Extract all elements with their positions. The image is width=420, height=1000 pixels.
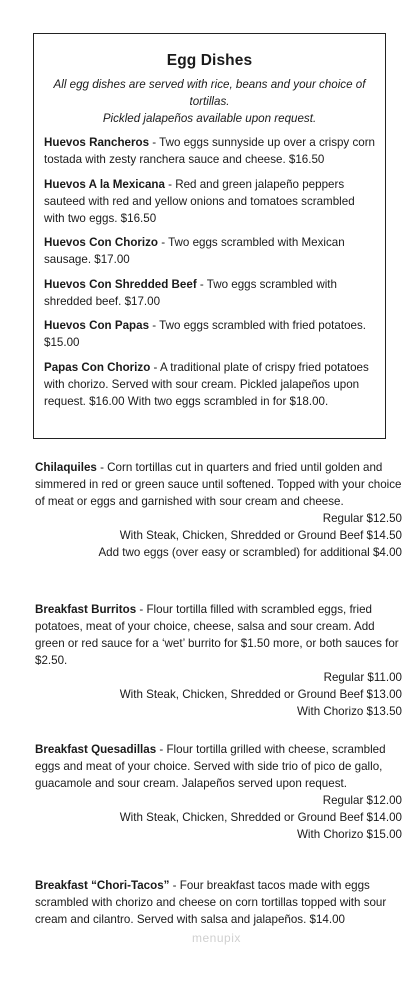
item-description: - Two eggs scrambled with Mexican sausage. $17.00	[44, 236, 345, 266]
price-line: With Chorizo $13.50	[296, 705, 402, 718]
item-description: - Four breakfast tacos made with eggs scrambled with chorizo and cheese on corn tortillas topped with sour cream and cilantro. Served with salsa and jalapeños. $14.00	[35, 879, 387, 926]
item-name: Breakfast Quesadillas	[35, 743, 157, 756]
egg-dishes-note-line1: All egg dishes are served with rice, beans and your choice of tortillas.	[53, 78, 366, 108]
price-line: Add two eggs (over easy or scrambled) for additional $4.00	[98, 546, 402, 559]
menu-item-huevos-con-shredded-beef	[44, 276, 375, 310]
item-name: Huevos A la Mexicana	[44, 177, 165, 191]
menu-item-huevos-con-chorizo	[44, 234, 375, 268]
menu-item-chilaquiles	[35, 459, 402, 561]
egg-dishes-title: Egg Dishes	[166, 52, 253, 69]
item-name: Huevos Rancheros	[44, 136, 150, 149]
egg-dishes-note-line2: Pickled jalapeños available upon request.	[102, 112, 317, 125]
item-description: - Two eggs scrambled with fried potatoes. $15.00	[44, 319, 366, 349]
price-line: With Chorizo $15.00	[296, 828, 402, 841]
price-list	[35, 792, 402, 843]
item-description: - Red and green jalapeño peppers sauteed with red and yellow onions and tomatoes scrambled with two eggs. $16.50	[44, 177, 355, 225]
item-name: Papas Con Chorizo	[44, 360, 151, 374]
price-line: With Steak, Chicken, Shredded or Ground Beef $14.50	[119, 529, 402, 542]
menu-item-breakfast-burritos	[35, 601, 402, 720]
menu-item-huevos-rancheros	[44, 134, 375, 168]
item-description: - Two eggs scrambled with shredded beef. $17.00	[44, 277, 337, 308]
item-description: - Flour tortilla filled with scrambled eggs, fried potatoes, meat of your choice, cheese, salsa and sour cream. Add green or red sauce for a ‘wet’ burrito for $1.50 more, or both sauces for $2.50.	[35, 603, 399, 667]
menu-item-breakfast-quesadillas	[35, 741, 402, 843]
item-description: - Corn tortillas cut in quarters and fried until golden and simmered in red or green sauce until softened. Topped with your choice of meat or eggs and garnished with sour cream and cheese.	[35, 461, 402, 508]
item-description: - Two eggs sunnyside up over a crispy corn tostada with zesty ranchera sauce and cheese. $16.50	[44, 136, 376, 166]
price-line: Regular $12.50	[322, 512, 402, 525]
menu-item-breakfast-chori-tacos	[35, 877, 402, 928]
item-name: Huevos Con Papas	[44, 319, 150, 332]
item-name: Huevos Con Shredded Beef	[44, 277, 197, 291]
menu-item-huevos-a-la-mexicana	[44, 176, 375, 227]
watermark: menupix	[192, 931, 241, 945]
price-line: Regular $11.00	[323, 671, 402, 684]
egg-dishes-box	[33, 33, 386, 439]
menu-item-huevos-con-papas	[44, 317, 375, 351]
item-name: Breakfast Burritos	[35, 603, 137, 616]
item-name: Huevos Con Chorizo	[44, 236, 159, 249]
price-line: With Steak, Chicken, Shredded or Ground Beef $14.00	[119, 811, 402, 824]
item-description: - Flour tortilla grilled with cheese, scrambled eggs and meat of your choice. Served with side trio of pico de gallo, guacamole and sour cream. Jalapeños served upon request.	[35, 743, 386, 790]
price-list	[35, 510, 402, 561]
item-name: Breakfast “Chori-Tacos”	[35, 879, 170, 892]
egg-dishes-note	[44, 76, 375, 127]
price-line: Regular $12.00	[322, 794, 402, 807]
price-line: With Steak, Chicken, Shredded or Ground Beef $13.00	[119, 688, 402, 701]
item-description: - A traditional plate of crispy fried potatoes with chorizo. Served with sour cream. Pickled jalapeños upon request. $16.00 With two eggs scrambled in for $18.00.	[44, 360, 369, 408]
menu-item-papas-con-chorizo	[44, 359, 375, 410]
item-name: Chilaquiles	[35, 461, 97, 474]
price-list	[35, 669, 402, 720]
